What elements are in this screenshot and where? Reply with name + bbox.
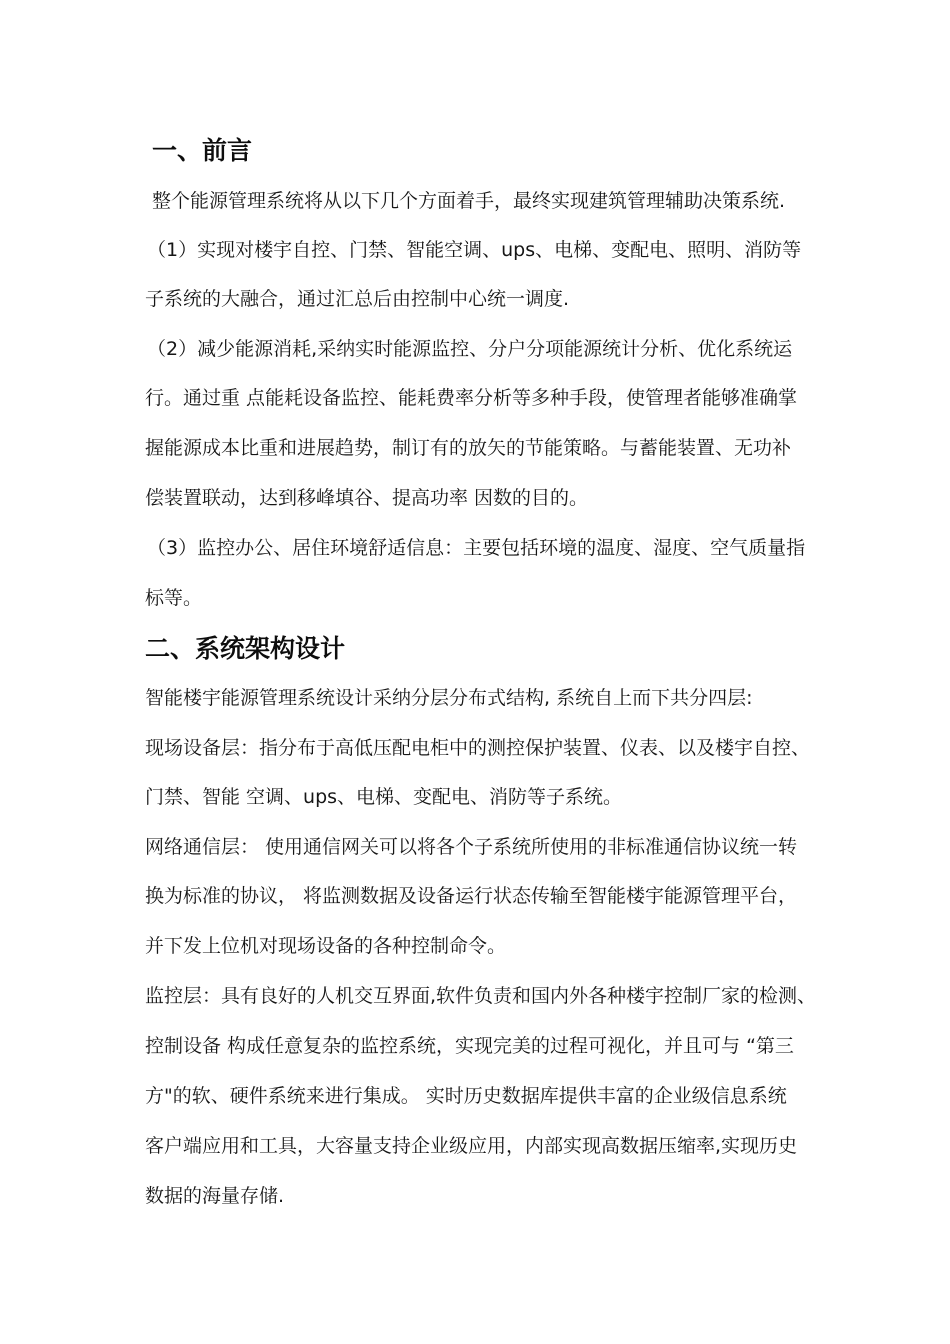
paragraph-line: （2）减少能源消耗,采纳实时能源监控、分户分项能源统计分析、优化系统运: [147, 338, 793, 360]
paragraph-line: 握能源成本比重和进展趋势，制订有的放矢的节能策略。与蓄能装置、无功补: [145, 437, 792, 459]
paragraph-line: 子系统的大融合，通过汇总后由控制中心统一调度.: [145, 288, 570, 310]
paragraph-line: 标等。: [145, 587, 203, 609]
paragraph-line: 现场设备层：指分布于高低压配电柜中的测控保护装置、仪表、以及楼宇自控、: [145, 737, 811, 759]
paragraph-line: 智能楼宇能源管理系统设计采纳分层分布式结构, 系统自上而下共分四层:: [145, 687, 753, 709]
paragraph-line: （3）监控办公、居住环境舒适信息：主要包括环境的温度、湿度、空气质量指: [147, 537, 806, 559]
paragraph-line: 整个能源管理系统将从以下几个方面着手，最终实现建筑管理辅助决策系统.: [152, 190, 786, 212]
paragraph-line: 客户端应用和工具，大容量支持企业级应用，内部实现高数据压缩率,实现历史: [145, 1135, 798, 1157]
section-heading-architecture: 二、系统架构设计: [145, 634, 346, 663]
paragraph-line: 方"的软、硬件系统来进行集成。 实时历史数据库提供丰富的企业级信息系统: [145, 1085, 787, 1107]
paragraph-line: 并下发上位机对现场设备的各种控制命令。: [145, 935, 507, 957]
paragraph-line: 偿装置联动，达到移峰填谷、提高功率 因数的目的。: [145, 487, 589, 509]
paragraph-line: （1）实现对楼宇自控、门禁、智能空调、ups、电梯、变配电、照明、消防等: [147, 239, 802, 261]
paragraph-line: 网络通信层： 使用通信网关可以将各个子系统所使用的非标准通信协议统一转: [145, 836, 798, 858]
paragraph-line: 换为标准的协议， 将监测数据及设备运行状态传输至智能楼宇能源管理平台，: [145, 885, 798, 907]
paragraph-line: 门禁、智能 空调、ups、电梯、变配电、消防等子系统。: [145, 786, 623, 808]
section-heading-preface: 一、前言: [152, 136, 253, 165]
paragraph-line: 控制设备 构成任意复杂的监控系统，实现完美的过程可视化，并且可与 “第三: [145, 1035, 794, 1057]
paragraph-line: 监控层：具有良好的人机交互界面,软件负责和国内外各种楼宇控制厂家的检测、: [145, 985, 817, 1007]
paragraph-line: 数据的海量存储.: [145, 1185, 285, 1207]
paragraph-line: 行。通过重 点能耗设备监控、能耗费率分析等多种手段，使管理者能够准确掌: [145, 387, 798, 409]
